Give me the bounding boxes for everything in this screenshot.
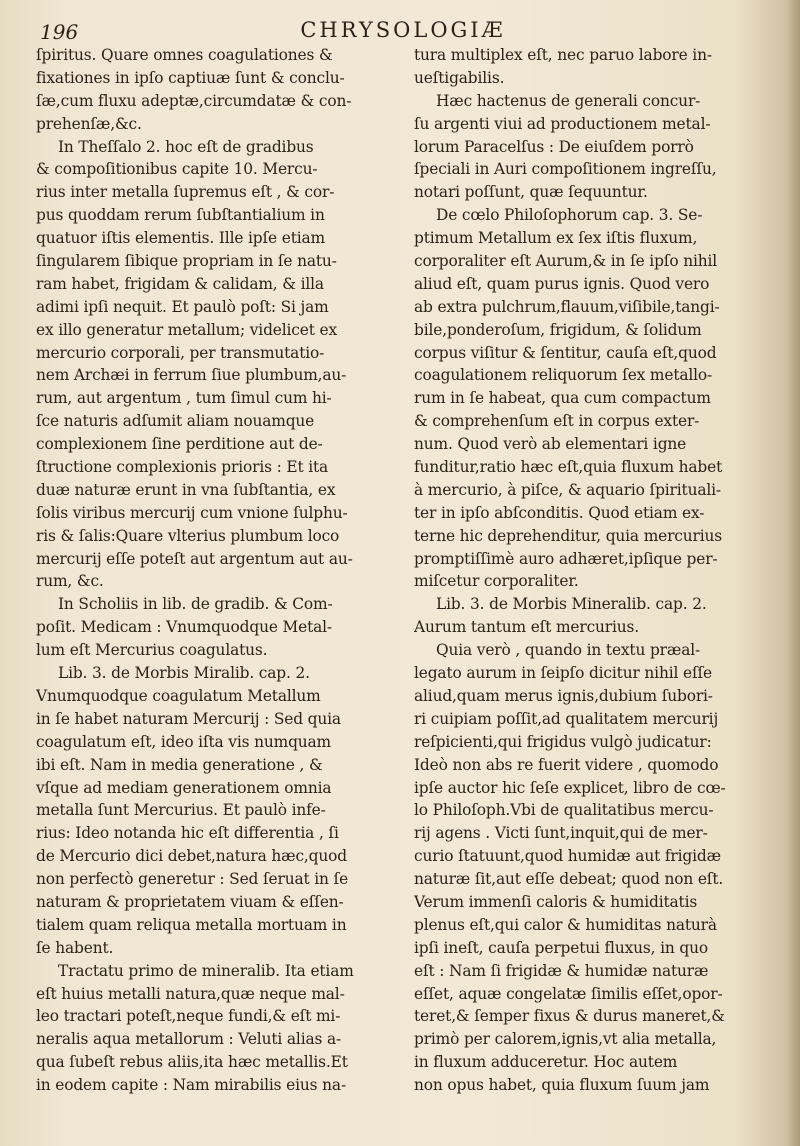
text-line: Tractatu primo de mineralib. Ita etiam <box>58 961 354 980</box>
text-line: De cœlo Philoſophorum cap. 3. Se- <box>436 206 703 225</box>
text-line: corporaliter eſt Aurum,& in ſe ipſo nihil <box>414 252 718 271</box>
text-line: aliud,quam merus ignis,dubium ſubori- <box>414 686 713 705</box>
text-line: non perfectò generetur : Sed ſeruat in ſe <box>36 870 349 889</box>
text-line: miſcetur corporaliter. <box>414 572 579 591</box>
text-line: In Theſſalo 2. hoc eſt de gradibus <box>58 137 314 156</box>
text-line: corpus viſitur & ſentitur, cauſa eſt,quod <box>414 343 717 362</box>
text-line: reſpicienti,qui frigidus vulgò judicatur: <box>414 732 712 751</box>
page-edge-shadow <box>786 0 800 1146</box>
text-line: ri cuipiam poſſit,ad qualitatem mercurij <box>414 709 719 728</box>
text-line: coagulatum eſt, ideo iſta vis numquam <box>36 732 332 751</box>
text-line: Aurum tantum eſt mercurius. <box>414 618 640 637</box>
text-line: poſit. Medicam : Vnumquodque Metal- <box>36 618 332 637</box>
text-line: naturam & proprietatem viuam & eſſen- <box>36 892 344 911</box>
text-line: lo Philoſoph.Vbi de qualitatibus mercu- <box>414 801 714 820</box>
text-line: in eodem capite : Nam mirabilis eius na- <box>36 1076 346 1095</box>
text-line: nem Archæi in ferrum ſiue plumbum,au- <box>36 366 347 385</box>
text-columns <box>36 44 771 1134</box>
text-line: prehenſæ,&c. <box>36 114 142 133</box>
text-line: Quia verò , quando in textu præal- <box>436 641 701 660</box>
text-line: fixationes in ipſo captiuæ ſunt & conclu- <box>36 68 345 87</box>
text-line: tialem quam reliqua metalla mortuam in <box>36 915 347 934</box>
text-line: rius: Ideo notanda hic eſt differentia , ſi <box>36 824 339 843</box>
text-line: eſt huius metalli natura,quæ neque mal- <box>36 984 345 1003</box>
text-line: legato aurum in ſeipſo dicitur nihil eſſe <box>414 664 713 683</box>
text-line: & comprehenſum eſt in corpus exter- <box>414 412 700 431</box>
text-line: bile,ponderoſum, frigidum, & ſolidum <box>414 320 702 339</box>
text-line: de Mercurio dici debet,natura hæc,quod <box>36 847 347 866</box>
text-line: Lib. 3. de Morbis Miralib. cap. 2. <box>58 664 310 683</box>
text-line: ſu argenti viui ad productionem metal- <box>414 114 711 133</box>
text-line: mercurio corporali, per transmutatio- <box>36 343 325 362</box>
text-line: eſt : Nam ſi frigidæ & humidæ naturæ <box>414 961 709 980</box>
text-line: rum in ſe habeat, qua cum compactum <box>414 389 711 408</box>
page-number: 196 <box>40 20 79 44</box>
running-title: CHRYSOLOGIÆ <box>300 18 506 42</box>
text-line: ſpeciali in Auri compoſitionem ingreſſu, <box>414 160 717 179</box>
text-line: primò per calorem,ignis,vt alia metalla, <box>414 1030 717 1049</box>
text-line: rius inter metalla ſupremus eſt , & cor- <box>36 183 335 202</box>
text-line: plenus eſt,qui calor & humiditas naturà <box>414 915 717 934</box>
text-line: terne hic deprehenditur, quia mercurius <box>414 526 723 545</box>
text-line: ris & ſalis:Quare vlterius plumbum loco <box>36 526 340 545</box>
text-line: notari poſſunt, quæ ſequuntur. <box>414 183 648 202</box>
text-line: ſpiritus. Quare omnes coagulationes & <box>36 46 333 64</box>
text-line: In Scholiis in lib. de gradib. & Com- <box>58 595 333 614</box>
text-line: ram habet, frigidam & calidam, & illa <box>36 274 324 293</box>
text-line: Lib. 3. de Morbis Mineralib. cap. 2. <box>436 595 707 614</box>
text-line: ter in ipſo abſconditis. Quod etiam ex- <box>414 503 705 522</box>
text-line: ptimum Metallum ex ſex iſtis fluxum, <box>414 229 698 248</box>
text-line: ex illo generatur metallum; videlicet ex <box>36 320 337 339</box>
text-line: ab extra pulchrum,flauum,viſibile,tangi- <box>414 297 720 316</box>
text-line: num. Quod verò ab elementari igne <box>414 435 687 454</box>
text-line: leo tractari poteſt,neque fundi,& eſt mi- <box>36 1007 341 1026</box>
text-line: rij agens . Victi ſunt,inquit,qui de mer- <box>414 824 708 843</box>
text-line: ſtructione complexionis prioris : Et ita <box>36 458 329 477</box>
text-line: complexionem ſine perditione aut de- <box>36 435 323 454</box>
text-line: rum, aut argentum , tum ſimul cum hi- <box>36 389 332 408</box>
text-line: ipſe auctor hic ſeſe explicet, libro de cœ- <box>414 778 726 797</box>
text-line: Vnumquodque coagulatum Metallum <box>36 686 321 705</box>
text-line: coagulationem reliquorum ſex metallo- <box>414 366 713 385</box>
text-line: rum, &c. <box>36 572 104 591</box>
text-line: naturæ ſit,aut eſſe debeat; quod non eſt. <box>414 870 724 889</box>
right-column <box>414 44 769 1134</box>
text-line: metalla ſunt Mercurius. Et paulò infe- <box>36 801 326 820</box>
text-line: lum eſt Mercurius coagulatus. <box>36 641 268 660</box>
text-line: teret,& ſemper fixus & durus maneret,& <box>414 1007 725 1026</box>
page-header <box>38 16 768 46</box>
text-line: lorum Paracelſus : De eiuſdem porrò <box>414 137 694 156</box>
text-line: adimi ipſi nequit. Et paulò poſt: Si jam <box>36 297 329 316</box>
text-line: promptiſſimè auro adhæret,ipſique per- <box>414 549 718 568</box>
text-line: neralis aqua metallorum : Veluti alias a- <box>36 1030 342 1049</box>
text-line: ſe habent. <box>36 938 114 957</box>
text-line: non opus habet, quia fluxum ſuum jam <box>414 1076 710 1095</box>
text-line: tura multiplex eſt, nec paruo labore in- <box>414 46 712 64</box>
text-line: ſolis viribus mercurij cum vnione ſulphu- <box>36 503 348 522</box>
text-line: vſque ad mediam generationem omnia <box>36 778 332 797</box>
text-line: Verum immenſi caloris & humiditatis <box>414 892 698 911</box>
text-line: mercurij eſſe poteſt aut argentum aut au- <box>36 549 353 568</box>
text-line: Ideò non abs re fuerit videre , quomodo <box>414 755 719 774</box>
left-column <box>36 44 391 1134</box>
text-line: à mercurio, à piſce, & aquario ſpirituali- <box>414 480 721 499</box>
text-line: pus quoddam rerum ſubſtantialium in <box>36 206 325 225</box>
text-line: ſce naturis adſumit aliam nouamque <box>36 412 315 431</box>
text-line: aliud eſt, quam purus ignis. Quod vero <box>414 274 710 293</box>
text-line: & compoſitionibus capite 10. Mercu- <box>36 160 318 179</box>
text-line: duæ naturæ erunt in vna ſubſtantia, ex <box>36 480 336 499</box>
text-line: ueſtigabilis. <box>414 68 505 87</box>
text-line: ſingularem ſibique propriam in ſe natu- <box>36 252 337 271</box>
text-line: in fluxum adduceretur. Hoc autem <box>414 1053 678 1072</box>
text-line: eſſet, aquæ congelatæ ſimilis eſſet,opor- <box>414 984 723 1003</box>
text-line: qua ſubeſt rebus aliis,ita hæc metallis.Et <box>36 1053 348 1072</box>
text-line: Hæc hactenus de generali concur- <box>436 91 701 110</box>
text-line: funditur,ratio hæc eſt,quia fluxum habet <box>414 458 723 477</box>
text-line: in ſe habet naturam Mercurij : Sed quia <box>36 709 341 728</box>
text-line: ſæ,cum fluxu adeptæ,circumdatæ & con- <box>36 91 352 110</box>
text-line: ibi eſt. Nam in media generatione , & <box>36 755 323 774</box>
text-line: ipſi ineſt, cauſa perpetui fluxus, in quo <box>414 938 708 957</box>
text-line: quatuor iſtis elementis. Ille ipſe etiam <box>36 229 325 248</box>
text-line: curio ſtatuunt,quod humidæ aut frigidæ <box>414 847 721 866</box>
